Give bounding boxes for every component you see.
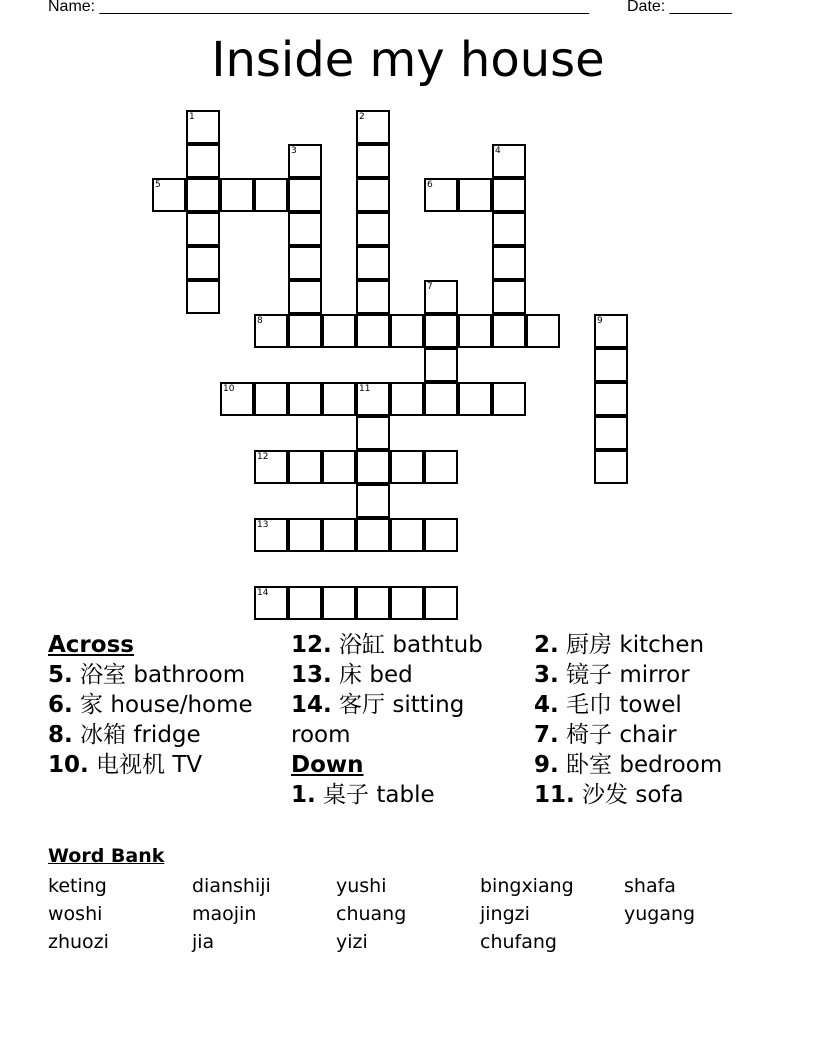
grid-cell[interactable] — [254, 518, 288, 552]
grid-cell[interactable] — [254, 382, 288, 416]
clue-number: 1 — [189, 112, 195, 122]
word-bank-item: bingxiang — [480, 875, 574, 897]
grid-cell[interactable] — [424, 586, 458, 620]
grid-cell[interactable] — [288, 246, 322, 280]
grid-cell[interactable] — [288, 144, 322, 178]
grid-cell[interactable] — [220, 382, 254, 416]
grid-cell[interactable] — [356, 212, 390, 246]
grid-cell[interactable] — [492, 246, 526, 280]
clue-number: 7 — [427, 282, 433, 292]
name-field[interactable]: Name: _______________________________________________________ — [48, 0, 589, 15]
grid-cell[interactable] — [356, 280, 390, 314]
clue-number: 5 — [155, 180, 161, 190]
grid-cell[interactable] — [424, 178, 458, 212]
word-bank-item: yushi — [336, 875, 387, 897]
grid-cell[interactable] — [152, 178, 186, 212]
grid-cell[interactable] — [186, 110, 220, 144]
grid-cell[interactable] — [254, 314, 288, 348]
word-bank-item: chuang — [336, 903, 407, 925]
grid-cell[interactable] — [186, 212, 220, 246]
clue-across-14: 14. 客厅 sitting room — [291, 692, 465, 748]
word-bank-item: chufang — [480, 931, 557, 953]
grid-cell[interactable] — [356, 484, 390, 518]
grid-cell[interactable] — [288, 518, 322, 552]
clue-down-9: 9. 卧室 bedroom — [534, 752, 723, 778]
word-bank-item: jingzi — [480, 903, 530, 925]
grid-cell[interactable] — [356, 586, 390, 620]
grid-cell[interactable] — [288, 314, 322, 348]
word-bank-item: dianshiji — [192, 875, 271, 897]
grid-cell[interactable] — [288, 586, 322, 620]
clue-down-1: 1. 桌子 table — [291, 782, 435, 808]
grid-cell[interactable] — [492, 382, 526, 416]
grid-cell[interactable] — [594, 382, 628, 416]
grid-cell[interactable] — [288, 450, 322, 484]
across-heading: Across — [48, 632, 134, 658]
grid-cell[interactable] — [424, 382, 458, 416]
clue-column-1 — [48, 630, 278, 780]
grid-cell[interactable] — [458, 314, 492, 348]
grid-cell[interactable] — [594, 450, 628, 484]
grid-cell[interactable] — [254, 450, 288, 484]
clue-down-11: 11. 沙发 sofa — [534, 782, 684, 808]
clue-number: 6 — [427, 180, 433, 190]
grid-cell[interactable] — [390, 586, 424, 620]
grid-cell[interactable] — [186, 246, 220, 280]
grid-cell[interactable] — [458, 178, 492, 212]
grid-cell[interactable] — [356, 110, 390, 144]
grid-cell[interactable] — [186, 178, 220, 212]
grid-cell[interactable] — [594, 348, 628, 382]
grid-cell[interactable] — [322, 382, 356, 416]
clue-column-2 — [291, 630, 521, 810]
grid-cell[interactable] — [390, 382, 424, 416]
grid-cell[interactable] — [424, 518, 458, 552]
down-heading: Down — [291, 752, 364, 778]
grid-cell[interactable] — [492, 280, 526, 314]
clue-across-5: 5. 浴室 bathroom — [48, 662, 246, 688]
grid-cell[interactable] — [356, 450, 390, 484]
date-field[interactable]: Date: _______ — [627, 0, 732, 15]
grid-cell[interactable] — [390, 450, 424, 484]
grid-cell[interactable] — [424, 450, 458, 484]
page-title: Inside my house — [211, 32, 605, 88]
grid-cell[interactable] — [594, 416, 628, 450]
word-bank-item: jia — [192, 931, 215, 953]
grid-cell[interactable] — [356, 178, 390, 212]
grid-cell[interactable] — [288, 178, 322, 212]
grid-cell[interactable] — [458, 382, 492, 416]
grid-cell[interactable] — [526, 314, 560, 348]
grid-cell[interactable] — [322, 586, 356, 620]
grid-cell[interactable] — [390, 518, 424, 552]
clue-down-7: 7. 椅子 chair — [534, 722, 677, 748]
clue-number: 9 — [597, 316, 603, 326]
grid-cell[interactable] — [254, 178, 288, 212]
grid-cell[interactable] — [288, 280, 322, 314]
word-bank-item: woshi — [48, 903, 103, 925]
clue-across-13: 13. 床 bed — [291, 662, 413, 688]
grid-cell[interactable] — [492, 144, 526, 178]
grid-cell[interactable] — [356, 314, 390, 348]
clue-across-10: 10. 电视机 TV — [48, 752, 203, 778]
word-bank-item: maojin — [192, 903, 257, 925]
grid-cell[interactable] — [186, 280, 220, 314]
grid-cell[interactable] — [356, 382, 390, 416]
clue-number: 10 — [223, 384, 235, 394]
grid-cell[interactable] — [322, 518, 356, 552]
clue-number: 11 — [359, 384, 371, 394]
clue-down-4: 4. 毛巾 towel — [534, 692, 682, 718]
word-bank-item: yizi — [336, 931, 368, 953]
grid-cell[interactable] — [424, 280, 458, 314]
word-bank-title: Word Bank — [48, 845, 165, 867]
word-bank-item: keting — [48, 875, 107, 897]
grid-cell[interactable] — [492, 314, 526, 348]
clue-column-3 — [534, 630, 794, 810]
grid-cell[interactable] — [186, 144, 220, 178]
word-bank-item: yugang — [624, 903, 696, 925]
grid-cell[interactable] — [492, 212, 526, 246]
grid-cell[interactable] — [220, 178, 254, 212]
grid-cell[interactable] — [288, 382, 322, 416]
grid-cell[interactable] — [424, 348, 458, 382]
grid-cell[interactable] — [288, 212, 322, 246]
clue-number: 3 — [291, 146, 297, 156]
clue-across-8: 8. 冰箱 fridge — [48, 722, 201, 748]
clue-number: 12 — [257, 452, 269, 462]
grid-cell[interactable] — [322, 314, 356, 348]
grid-cell[interactable] — [492, 178, 526, 212]
grid-cell[interactable] — [424, 314, 458, 348]
grid-cell[interactable] — [390, 314, 424, 348]
grid-cell[interactable] — [254, 586, 288, 620]
clue-number: 8 — [257, 316, 263, 326]
grid-cell[interactable] — [322, 450, 356, 484]
grid-cell[interactable] — [356, 518, 390, 552]
clue-number: 4 — [495, 146, 501, 156]
clue-across-6: 6. 家 house/home — [48, 692, 253, 718]
clue-across-12: 12. 浴缸 bathtub — [291, 632, 483, 658]
clue-number: 14 — [257, 588, 269, 598]
grid-cell[interactable] — [594, 314, 628, 348]
clue-number: 2 — [359, 112, 365, 122]
word-bank-item: shafa — [624, 875, 676, 897]
grid-cell[interactable] — [356, 144, 390, 178]
clue-down-3: 3. 镜子 mirror — [534, 662, 690, 688]
clue-number: 13 — [257, 520, 269, 530]
grid-cell[interactable] — [356, 246, 390, 280]
clue-down-2: 2. 厨房 kitchen — [534, 632, 705, 658]
grid-cell[interactable] — [356, 416, 390, 450]
word-bank-item: zhuozi — [48, 931, 109, 953]
